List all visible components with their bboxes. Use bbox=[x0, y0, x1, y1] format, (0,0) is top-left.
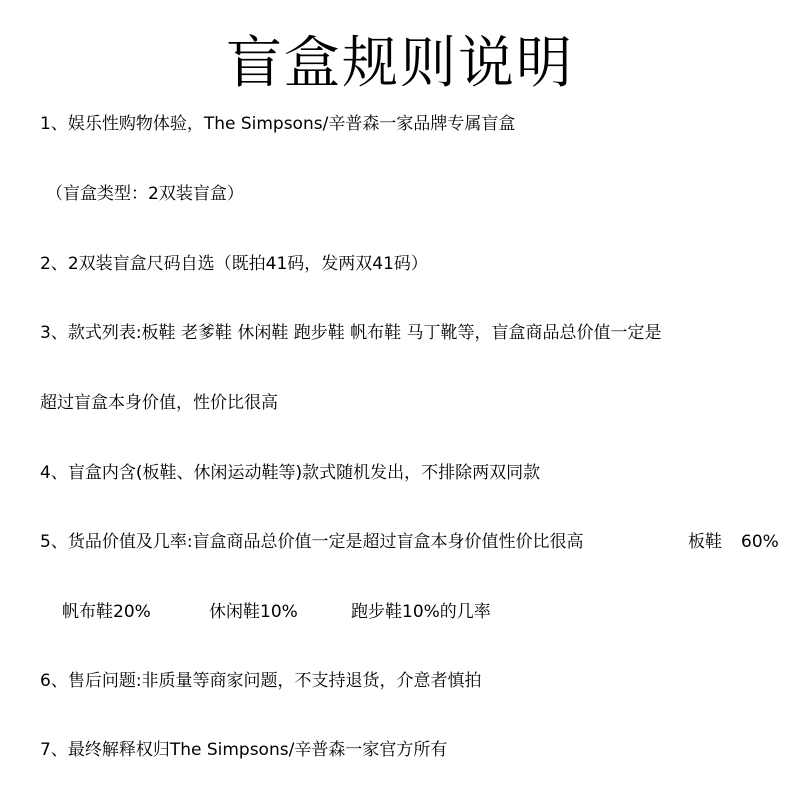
rule-1-box-type: （盲盒类型：2双装盲盒） bbox=[46, 184, 244, 204]
rule-5-board-shoe: 板鞋 bbox=[688, 532, 722, 552]
rule-3: 3、款式列表:板鞋 老爹鞋 休闲鞋 跑步鞋 帆布鞋 马丁靴等，盲盒商品总价值一定是 bbox=[40, 323, 662, 343]
rule-3-continued: 超过盲盒本身价值，性价比很高 bbox=[40, 393, 278, 413]
rule-2: 2、2双装盲盒尺码自选（既拍41码，发两双41码） bbox=[40, 254, 428, 274]
rule-7: 7、最终解释权归The Simpsons/辛普森一家官方所有 bbox=[40, 740, 448, 760]
rule-4: 4、盲盒内含(板鞋、休闲运动鞋等)款式随机发出，不排除两双同款 bbox=[40, 463, 541, 483]
rule-5: 5、货品价值及几率:盲盒商品总价值一定是超过盲盒本身价值性价比很高 bbox=[40, 532, 584, 552]
rule-5-canvas-shoe-rate: 帆布鞋20% bbox=[62, 602, 151, 622]
page-title: 盲盒规则说明 bbox=[226, 31, 574, 96]
rule-6: 6、售后问题:非质量等商家问题，不支持退货，介意者慎拍 bbox=[40, 671, 482, 691]
rule-5-casual-shoe-rate: 休闲鞋10% bbox=[209, 602, 298, 622]
rule-1: 1、娱乐性购物体验，The Simpsons/辛普森一家品牌专属盲盒 bbox=[40, 114, 516, 134]
rule-5-running-shoe-rate: 跑步鞋10%的几率 bbox=[351, 602, 491, 622]
rule-5-board-shoe-rate: 60% bbox=[741, 532, 779, 552]
